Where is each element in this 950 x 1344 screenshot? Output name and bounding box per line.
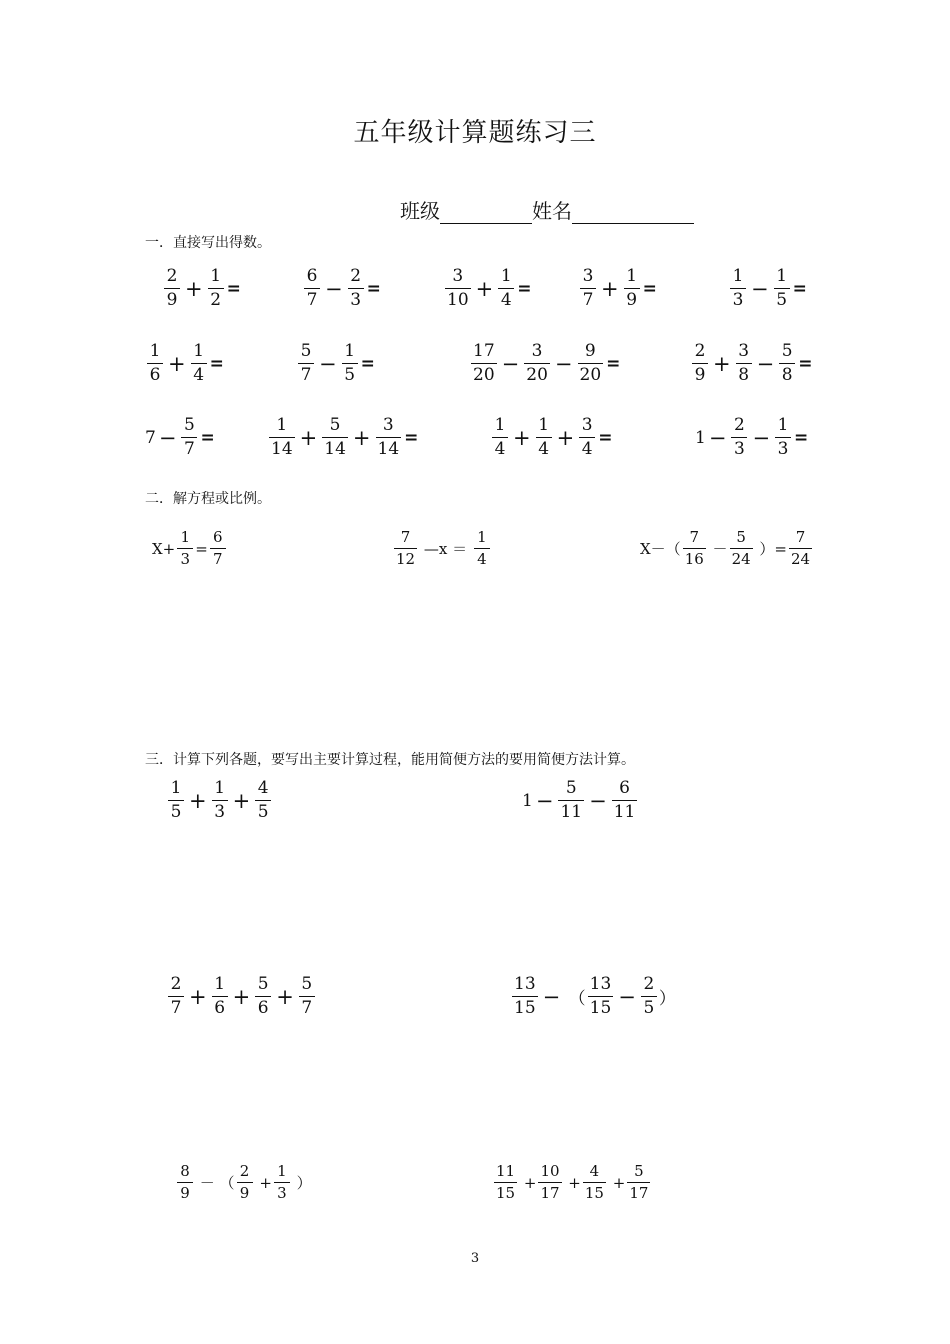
denominator: 4 [191, 363, 207, 384]
denominator: 7 [181, 437, 197, 458]
numerator: 1 [477, 528, 487, 546]
operator: − [618, 984, 636, 1009]
fraction [255, 976, 271, 1017]
fraction [730, 530, 753, 567]
numerator: 4 [257, 778, 269, 798]
fraction [274, 1164, 290, 1201]
s1-problem [162, 268, 241, 309]
denominator: 4 [536, 437, 552, 458]
operator: + [189, 788, 207, 813]
expression-text: X+ [152, 539, 176, 558]
numerator: 5 [634, 1162, 644, 1180]
denominator: 4 [579, 437, 595, 458]
denominator: 7 [298, 363, 314, 384]
numerator: 11 [496, 1162, 516, 1180]
numerator: 5 [329, 415, 341, 435]
denominator: 9 [624, 288, 640, 309]
equals-sign: = [798, 353, 813, 374]
fraction [394, 530, 417, 567]
denominator: 5 [774, 288, 790, 309]
numerator: 3 [581, 415, 593, 435]
operator: − [589, 788, 607, 813]
operator: + [232, 984, 251, 1009]
operator: + [601, 276, 619, 301]
numerator: 5 [565, 778, 577, 798]
s2-problem [392, 530, 492, 567]
numerator: 1 [776, 266, 788, 286]
denominator: 20 [473, 365, 495, 385]
denominator: 5 [255, 800, 271, 821]
fraction [588, 976, 614, 1017]
fraction [779, 343, 795, 384]
numerator: 7 [795, 528, 806, 546]
s1-problem [145, 417, 215, 458]
numerator: 1 [149, 341, 161, 361]
operator: + [232, 788, 251, 813]
numerator: 1 [193, 341, 205, 361]
fraction [492, 417, 508, 458]
denominator: 17 [540, 1184, 560, 1202]
numerator: 1 [180, 528, 191, 546]
equals-sign: = [200, 427, 215, 448]
numerator: 2 [170, 974, 182, 994]
s1-problem [490, 417, 612, 458]
numerator: 3 [531, 341, 543, 361]
operator: − [535, 788, 554, 813]
operator: + [168, 351, 186, 376]
numerator: 2 [734, 415, 745, 435]
page-number: 3 [470, 1251, 480, 1266]
operator: − [752, 425, 771, 450]
operator: + [189, 984, 207, 1009]
denominator: 24 [791, 550, 811, 568]
numerator: 2 [166, 266, 178, 286]
fraction [237, 1164, 253, 1201]
numerator: 1 [214, 974, 226, 994]
fraction [583, 1164, 606, 1201]
fraction [580, 268, 596, 309]
fraction [212, 976, 228, 1017]
denominator: 5 [342, 363, 358, 384]
numerator: 8 [180, 1162, 190, 1180]
numerator: 1 [626, 266, 638, 286]
s3-problem [522, 780, 639, 821]
numerator: 5 [781, 341, 793, 361]
expression-text: 1 [695, 427, 706, 448]
fraction [494, 1164, 517, 1201]
expression-text: + [254, 1173, 272, 1192]
fraction [731, 417, 747, 458]
denominator: 24 [731, 550, 751, 568]
numerator: 13 [514, 974, 536, 994]
denominator: 16 [684, 550, 704, 568]
equals-sign: = [606, 353, 621, 374]
denominator: 5 [168, 800, 184, 821]
fraction [624, 268, 640, 309]
equals-sign: = [517, 278, 532, 299]
denominator: 15 [514, 998, 536, 1018]
numerator: 5 [257, 974, 269, 994]
numerator: 1 [170, 778, 182, 798]
fraction [774, 268, 790, 309]
fraction [512, 976, 538, 1017]
expression-text: + [607, 1173, 626, 1192]
denominator: 11 [613, 802, 636, 822]
operator: + [475, 276, 494, 301]
expression-text: ） [291, 1174, 312, 1192]
fraction [789, 530, 812, 567]
fraction [168, 780, 184, 821]
numerator: 1 [732, 266, 744, 286]
denominator: 4 [492, 437, 508, 458]
numerator: 6 [213, 528, 223, 546]
s1-problem [296, 343, 375, 384]
numerator: 3 [582, 266, 594, 286]
operator: + [513, 425, 531, 450]
numerator: 3 [738, 341, 750, 361]
numerator: 1 [777, 415, 789, 435]
expression-text: + [563, 1173, 581, 1192]
class-name-line [400, 195, 694, 224]
operator: + [713, 351, 731, 376]
equals-sign: = [794, 427, 809, 448]
denominator: 3 [348, 288, 364, 309]
numerator: 2 [350, 266, 362, 286]
fraction [147, 343, 163, 384]
s3-problem [166, 780, 273, 821]
denominator: 17 [629, 1184, 649, 1202]
section3-heading: 三．计算下列各题，要写出主要计算过程，能用简便方法的要用简便方法计算。 [145, 752, 635, 768]
fraction [348, 268, 364, 309]
operator: − [554, 351, 573, 376]
fraction [299, 976, 315, 1017]
fraction [445, 268, 471, 309]
equals-sign: = [209, 353, 224, 374]
numerator: 10 [540, 1162, 560, 1180]
s1-problem [145, 343, 224, 384]
numerator: 13 [589, 974, 612, 994]
equals-sign: = [226, 278, 241, 299]
numerator: 6 [306, 266, 318, 286]
fraction [536, 417, 552, 458]
expression-text: 1 [522, 790, 533, 811]
denominator: 3 [177, 548, 193, 567]
denominator: 15 [584, 1184, 604, 1202]
fraction [376, 417, 402, 458]
numerator: 7 [400, 528, 411, 546]
numerator: 1 [494, 415, 506, 435]
fraction [322, 417, 348, 458]
fraction [191, 343, 207, 384]
fraction [578, 343, 604, 384]
fraction [255, 780, 271, 821]
denominator: 4 [474, 548, 490, 567]
denominator: 10 [447, 290, 469, 310]
fraction [683, 530, 706, 567]
denominator: 15 [496, 1184, 516, 1202]
fraction [471, 343, 497, 384]
fraction [168, 976, 184, 1017]
operator: − [542, 984, 561, 1009]
numerator: 2 [694, 341, 706, 361]
operator: − [325, 276, 343, 301]
equals-sign: = [360, 353, 375, 374]
fraction [736, 343, 752, 384]
numerator: 3 [382, 415, 394, 435]
denominator: 3 [775, 437, 791, 458]
operator: + [299, 425, 318, 450]
fraction [612, 780, 638, 821]
fraction [558, 780, 584, 821]
numerator: 5 [301, 974, 313, 994]
operator: − [708, 425, 727, 450]
denominator: 3 [212, 800, 228, 821]
operator: + [556, 425, 575, 450]
fraction [210, 530, 226, 567]
denominator: 7 [304, 288, 320, 309]
denominator: 7 [580, 288, 596, 309]
equals-sign: = [404, 427, 419, 448]
numerator: 3 [452, 266, 464, 286]
s3-problem [492, 1164, 652, 1201]
fraction [298, 343, 314, 384]
fraction [641, 976, 657, 1017]
fraction [304, 268, 320, 309]
fraction [177, 1164, 193, 1201]
denominator: 9 [177, 1182, 193, 1201]
operator: + [185, 276, 203, 301]
fraction [498, 268, 514, 309]
fraction [212, 780, 228, 821]
denominator: 8 [779, 363, 795, 384]
denominator: 14 [377, 439, 400, 459]
s1-problem [469, 343, 620, 384]
s1-problem [695, 417, 808, 458]
numerator: 5 [184, 415, 195, 435]
numerator: 1 [500, 266, 512, 286]
s1-problem [302, 268, 381, 309]
denominator: 12 [396, 550, 416, 568]
operator: − [319, 351, 337, 376]
expression-text: + [519, 1173, 537, 1192]
s1-problem [578, 268, 657, 309]
fraction [579, 417, 595, 458]
expression-text: 7 [145, 427, 156, 448]
denominator: 14 [271, 439, 293, 459]
denominator: 11 [560, 802, 583, 822]
numerator: 2 [643, 974, 655, 994]
numerator: 1 [538, 415, 550, 435]
denominator: 7 [210, 548, 226, 567]
operator: − [158, 425, 177, 450]
s2-problem [640, 530, 814, 567]
equals-sign: = [642, 278, 657, 299]
fraction [342, 343, 358, 384]
denominator: 7 [299, 996, 315, 1017]
fraction [524, 343, 550, 384]
fraction [177, 530, 193, 567]
expression-text: （ [563, 989, 586, 1009]
numerator: 6 [619, 778, 630, 798]
fraction [730, 268, 746, 309]
operator: + [276, 984, 294, 1009]
class-blank[interactable] [440, 197, 532, 224]
denominator: 4 [498, 288, 514, 309]
fraction [692, 343, 708, 384]
expression-text: － [707, 540, 728, 558]
denominator: 5 [641, 996, 657, 1017]
numerator: 1 [344, 341, 356, 361]
expression-text: X－（ [640, 540, 681, 558]
expression-text: ）= [754, 540, 787, 558]
denominator: 14 [324, 439, 346, 459]
numerator: 17 [473, 341, 495, 361]
operator: − [756, 351, 775, 376]
s1-problem [443, 268, 532, 309]
s1-problem [728, 268, 807, 309]
denominator: 9 [237, 1182, 253, 1201]
denominator: 15 [589, 998, 612, 1018]
s2-problem [152, 530, 228, 567]
s1-problem [267, 417, 418, 458]
denominator: 2 [208, 288, 224, 309]
fraction [181, 417, 197, 458]
operator: + [352, 425, 371, 450]
equals-sign: = [598, 427, 613, 448]
name-blank[interactable] [572, 197, 694, 224]
numerator: 4 [589, 1162, 600, 1180]
denominator: 7 [168, 996, 184, 1017]
numerator: 9 [584, 341, 596, 361]
denominator: 3 [274, 1182, 290, 1201]
denominator: 6 [255, 996, 271, 1017]
expression-text: － （ [195, 1174, 235, 1192]
denominator: 9 [692, 363, 708, 384]
equals-sign: = [792, 278, 807, 299]
fraction [538, 1164, 561, 1201]
denominator: 3 [730, 288, 746, 309]
equals-sign: = [366, 278, 381, 299]
expression-text: ） [658, 989, 676, 1009]
section1-heading: 一．直接写出得数。 [145, 235, 271, 251]
operator: − [751, 276, 769, 301]
denominator: 9 [164, 288, 180, 309]
fraction [627, 1164, 650, 1201]
fraction [775, 417, 791, 458]
denominator: 6 [147, 363, 163, 384]
numerator: 5 [300, 341, 312, 361]
denominator: 3 [731, 437, 747, 458]
page-title: 五年级计算题练习三 [353, 118, 597, 148]
denominator: 20 [526, 365, 548, 385]
fraction [164, 268, 180, 309]
section2-heading: 二．解方程或比例。 [145, 491, 271, 507]
denominator: 8 [736, 363, 752, 384]
s1-problem [690, 343, 812, 384]
expression-text: —x ＝ [419, 540, 472, 558]
denominator: 6 [212, 996, 228, 1017]
s3-problem [175, 1164, 312, 1201]
numerator: 7 [689, 528, 699, 546]
fraction [474, 530, 490, 567]
numerator: 1 [214, 778, 226, 798]
s3-problem [510, 976, 676, 1017]
numerator: 1 [210, 266, 222, 286]
denominator: 20 [579, 365, 602, 385]
numerator: 1 [277, 1162, 287, 1180]
operator: − [501, 351, 520, 376]
s3-problem [166, 976, 317, 1017]
class-label: 班级 [400, 199, 440, 223]
numerator: 2 [239, 1162, 250, 1180]
name-label: 姓名 [532, 199, 572, 223]
fraction [208, 268, 224, 309]
fraction [269, 417, 295, 458]
numerator: 5 [736, 528, 746, 546]
expression-text: = [195, 539, 208, 558]
numerator: 1 [276, 415, 288, 435]
